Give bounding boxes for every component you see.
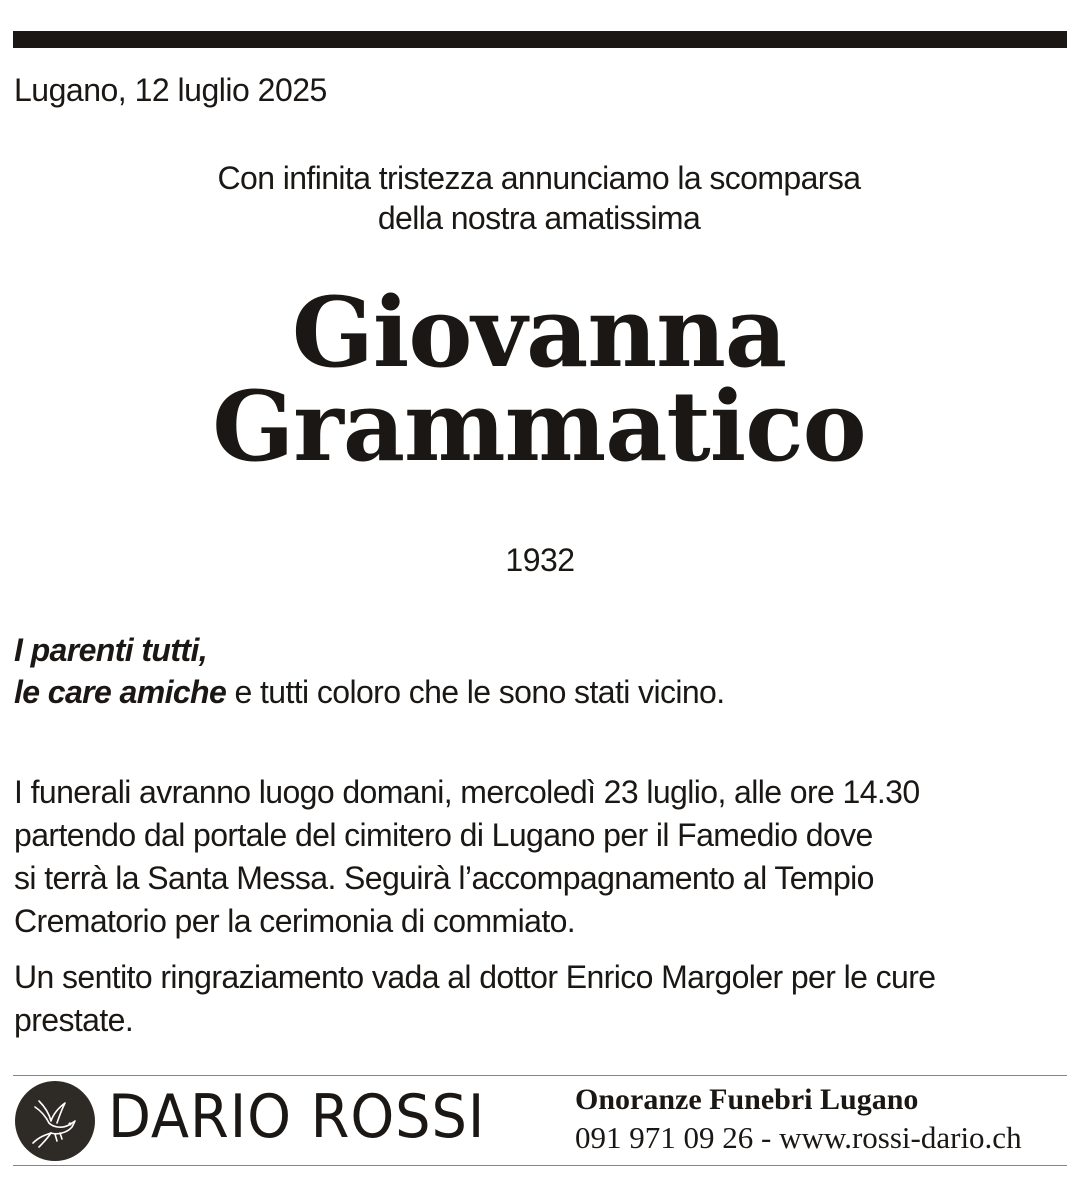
mourners — [14, 629, 725, 713]
deceased-name — [0, 276, 1078, 483]
funeral-line: Crematorio per la cerimonia di commiato. — [14, 903, 576, 939]
last-name: Grammatico — [212, 370, 866, 483]
footer-bottom-rule — [13, 1165, 1067, 1166]
funeral-home-brand: DARIO ROSSI — [108, 1082, 486, 1152]
birth-year: 1932 — [505, 542, 575, 578]
funeral-line: si terrà la Santa Messa. Seguirà l’accompagnamento al Tempio — [14, 860, 874, 896]
funeral-home-name: Onoranze Funebri Lugano — [575, 1083, 919, 1116]
thanks-line: Un sentito ringraziamento vada al dottor Enrico Margoler per le cure — [14, 959, 936, 995]
dateline: Lugano, 12 luglio 2025 — [14, 72, 327, 108]
announcement-intro — [0, 158, 1078, 238]
funeral-home-contact: 091 971 09 26 - www.rossi-dario.ch — [575, 1120, 1022, 1155]
mourners-relatives: I parenti tutti, — [14, 632, 208, 668]
funeral-line: partendo dal portale del cimitero di Lugano per il Famedio dove — [14, 817, 873, 853]
intro-line: Con infinita tristezza annunciamo la scomparsa — [217, 160, 861, 196]
funeral-line: I funerali avranno luogo domani, mercoledì 23 luglio, alle ore 14.30 — [14, 774, 920, 810]
intro-line: della nostra amatissima — [377, 200, 701, 236]
footer-top-rule — [13, 1075, 1067, 1076]
top-rule — [13, 31, 1067, 48]
mourners-friends: le care amiche — [14, 674, 227, 710]
dove-icon — [15, 1081, 95, 1161]
first-name: Giovanna — [291, 276, 787, 389]
mourners-others: e tutti coloro che le sono stati vicino. — [226, 674, 725, 710]
funeral-details — [14, 771, 1074, 943]
acknowledgement — [14, 956, 1074, 1042]
thanks-line: prestate. — [14, 1002, 134, 1038]
